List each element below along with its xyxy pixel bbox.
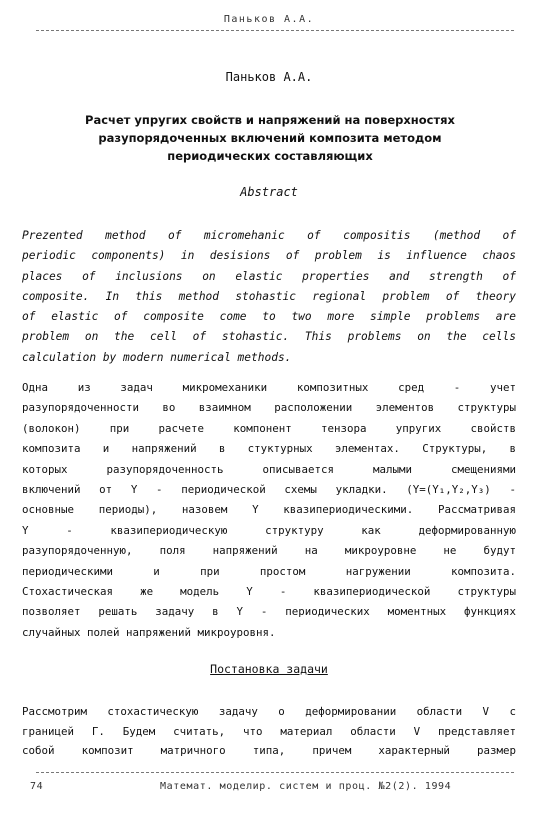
author: Паньков А.А. <box>225 70 313 84</box>
body-line: основные периоды), назовем Y квазипериодическими. Рассматривая <box>22 503 516 517</box>
title-line: Расчет упругих свойств и напряжений на поверхностях <box>85 113 455 127</box>
abstract-line: of elastic of composite come to two more simple problems are <box>22 310 516 324</box>
section-line: собой композит матричного типа, причем характерный размер <box>22 744 516 758</box>
body-line: Одна из задач микромеханики композитных сред - учет <box>22 381 516 394</box>
header-rule <box>36 30 514 31</box>
title-line: периодических составляющих <box>167 149 373 163</box>
abstract-line: Prezented method of micromehanic of compositis (method of <box>22 229 516 242</box>
body-line: позволяет решать задачу в Y - периодических моментных функциях <box>22 605 516 619</box>
abstract-line: calculation by modern numerical methods. <box>22 350 292 364</box>
body-line: разупорядоченности во взаимном расположении элементов структуры <box>22 401 516 415</box>
abstract-line: places of inclusions on elastic properties and strength of <box>22 269 516 283</box>
section-line: Рассмотрим стохастическую задачу о деформировании области V с <box>22 705 516 718</box>
section-heading <box>0 662 538 676</box>
abstract-line: periodic components) in desisions of problem is influence chaos <box>22 249 516 263</box>
body-line: которых разупорядоченность описывается малыми смещениями <box>22 462 516 476</box>
journal-citation: Математ. моделир. систем и проц. №2(2). 1994 <box>160 781 452 792</box>
section-paragraph <box>22 702 516 761</box>
section-line: границей Γ. Будем считать, что материал области V представляет <box>22 724 516 738</box>
paper-title <box>40 111 500 165</box>
abstract-heading: Abstract <box>240 185 298 199</box>
abstract-text <box>22 226 516 368</box>
title-line: разупорядоченных включений композита методом <box>98 131 442 145</box>
body-paragraph <box>22 378 516 643</box>
section-heading-text: Постановка задачи <box>210 662 328 676</box>
abstract-line: problem on the cell of stohastic. This problems on the cells <box>22 330 516 344</box>
running-header: Паньков А.А. <box>223 14 315 25</box>
body-line: Y - квазипериодическую структуру как деформированную <box>22 523 516 537</box>
body-line: (волокон) при расчете компонент тензора упругих свойств <box>22 421 516 435</box>
page-number: 74 <box>30 781 44 792</box>
body-line: Стохастическая же модель Y - квазипериодической структуры <box>22 585 516 599</box>
body-line: включений от Y - периодической схемы укладки. (Y=(Y₁,Y₂,Y₃) - <box>22 483 516 497</box>
abstract-line: composite. In this method stohastic regional problem of theory <box>22 289 516 303</box>
body-line: периодическими и при простом нагружении композита. <box>22 564 516 578</box>
body-line: случайных полей напряжений микроуровня. <box>22 625 276 639</box>
body-line: композита и напряжений в стуктурных элементах. Структуры, в <box>22 442 516 456</box>
body-line: разупорядоченную, поля напряжений на микроуровне не будут <box>22 544 516 558</box>
footer-rule <box>36 772 514 773</box>
